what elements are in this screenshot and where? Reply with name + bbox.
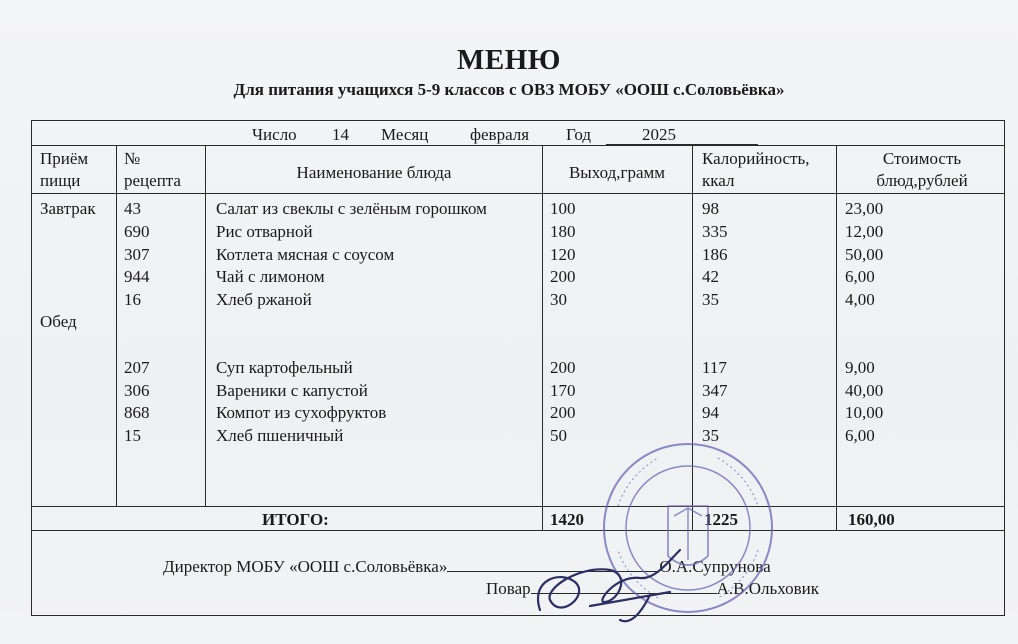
year-label: Год <box>566 125 591 144</box>
dish-name: Хлеб ржаной <box>216 290 312 309</box>
dish-cost: 23,00 <box>845 199 884 218</box>
col-header-meal: Приём пищи <box>40 149 89 190</box>
year-value: 2025 <box>642 125 676 144</box>
dish-yield: 180 <box>550 222 576 241</box>
dish-name: Рис отварной <box>216 222 313 241</box>
col-divider-5 <box>836 145 837 530</box>
recipe-number: 43 <box>124 199 141 218</box>
handwritten-signature <box>520 540 700 630</box>
dish-cost: 6,00 <box>845 267 875 286</box>
day-label: Число <box>252 125 297 144</box>
dish-yield: 50 <box>550 426 567 445</box>
recipe-number: 15 <box>124 426 141 445</box>
col-header-cost: Стоимость блюд,рублей <box>876 149 968 190</box>
dish-cost: 40,00 <box>845 381 884 400</box>
dish-calories: 42 <box>702 267 719 286</box>
dish-cost: 12,00 <box>845 222 884 241</box>
dish-cost: 4,00 <box>845 290 875 309</box>
dish-name: Чай с лимоном <box>216 267 325 286</box>
dish-cost: 9,00 <box>845 358 875 377</box>
dish-name: Компот из сухофруктов <box>216 403 387 422</box>
director-name: О.А.Супрунова <box>659 557 771 576</box>
dish-cost: 50,00 <box>845 245 884 264</box>
dish-yield: 120 <box>550 245 576 264</box>
recipe-number: 16 <box>124 290 141 309</box>
cook-label: Повар <box>486 579 531 598</box>
meal-lunch: Обед <box>40 312 77 331</box>
dish-calories: 186 <box>702 245 728 264</box>
dish-cost: 10,00 <box>845 403 884 422</box>
month-label: Месяц <box>381 125 429 144</box>
dish-name: Суп картофельный <box>216 358 353 377</box>
dish-calories: 335 <box>702 222 728 241</box>
page-title: МЕНЮ <box>457 44 561 76</box>
totals-label: ИТОГО: <box>262 510 329 529</box>
col-header-recipe: № рецепта <box>124 149 181 190</box>
year-underline <box>606 125 758 145</box>
col-divider-1 <box>116 145 117 506</box>
dish-yield: 200 <box>550 267 576 286</box>
recipe-number: 307 <box>124 245 150 264</box>
dish-calories: 94 <box>702 403 719 422</box>
recipe-number: 944 <box>124 267 150 286</box>
col-divider-2 <box>205 145 206 506</box>
dish-name: Хлеб пшеничный <box>216 426 344 445</box>
recipe-number: 690 <box>124 222 150 241</box>
rule-under-total <box>31 530 1005 531</box>
col-header-yield: Выход,грамм <box>568 163 666 182</box>
dish-calories: 98 <box>702 199 719 218</box>
totals-calories: 1225 <box>704 510 738 529</box>
cook-name: А.В.Ольховик <box>716 579 819 598</box>
month-value: февраля <box>470 125 530 144</box>
recipe-number: 868 <box>124 403 150 422</box>
dish-yield: 100 <box>550 199 576 218</box>
day-value: 14 <box>332 125 349 144</box>
recipe-number: 306 <box>124 381 150 400</box>
director-label: Директор МОБУ «ООШ с.Соловьёвка» <box>163 557 448 576</box>
dish-yield: 200 <box>550 403 576 422</box>
dish-calories: 347 <box>702 381 728 400</box>
rule-above-total <box>31 506 1005 507</box>
totals-yield: 1420 <box>550 510 584 529</box>
dish-yield: 200 <box>550 358 576 377</box>
col-divider-3 <box>542 145 543 530</box>
dish-calories: 35 <box>702 290 719 309</box>
dish-name: Котлета мясная с соусом <box>216 245 395 264</box>
meal-breakfast: Завтрак <box>40 199 96 218</box>
dish-yield: 30 <box>550 290 567 309</box>
dish-cost: 6,00 <box>845 426 875 445</box>
recipe-number: 207 <box>124 358 150 377</box>
rule-under-date <box>31 145 1005 146</box>
dish-name: Вареники с капустой <box>216 381 368 400</box>
dish-name: Салат из свеклы с зелёным горошком <box>216 199 487 218</box>
col-header-calories: Калорийность, ккал <box>702 149 810 190</box>
rule-under-header <box>31 193 1005 194</box>
totals-cost: 160,00 <box>848 510 895 529</box>
dish-calories: 35 <box>702 426 719 445</box>
dish-yield: 170 <box>550 381 576 400</box>
page-subtitle: Для питания учащихся 5-9 классов с ОВЗ МОБУ «ООШ с.Соловьёвка» <box>233 80 785 99</box>
col-header-dish: Наименование блюда <box>296 163 452 182</box>
dish-calories: 117 <box>702 358 727 377</box>
